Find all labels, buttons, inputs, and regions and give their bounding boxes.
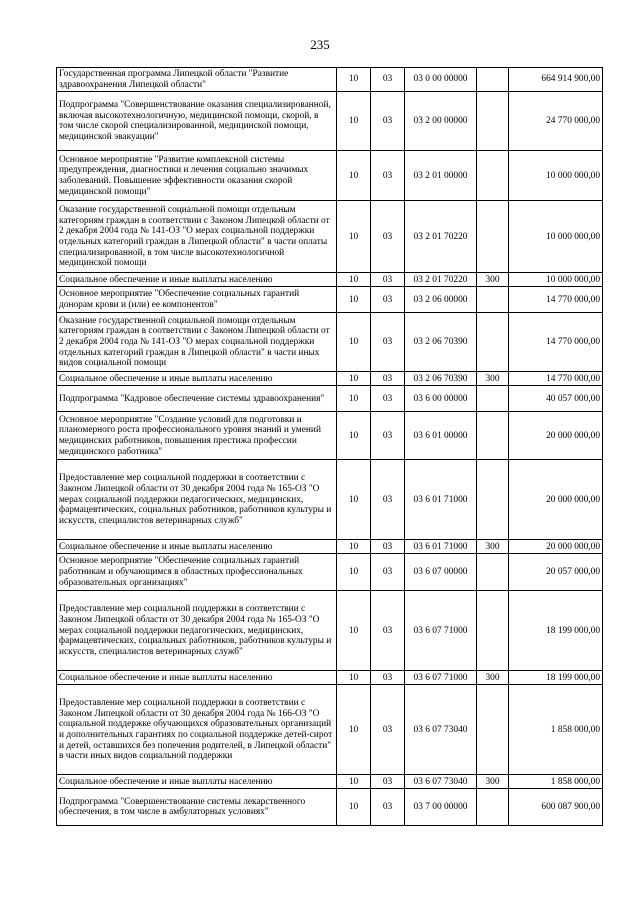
row-expense-type-cell: 300 — [477, 671, 509, 685]
row-target-article-cell: 03 6 07 71000 — [405, 671, 477, 685]
row-amount-cell: 24 770 000,00 — [509, 92, 603, 151]
row-amount-cell: 20 057 000,00 — [509, 554, 603, 591]
row-expense-type-cell — [477, 287, 509, 313]
row-subsection-cell: 03 — [371, 685, 405, 775]
row-target-article-cell: 03 6 01 71000 — [405, 540, 477, 554]
row-amount-cell: 14 770 000,00 — [509, 372, 603, 386]
row-section-cell: 10 — [337, 412, 371, 460]
row-expense-type-cell — [477, 92, 509, 151]
row-amount-cell: 14 770 000,00 — [509, 313, 603, 372]
page-number: 235 — [310, 37, 330, 52]
row-section-cell: 10 — [337, 685, 371, 775]
row-expense-type-cell: 300 — [477, 540, 509, 554]
table-row — [57, 789, 603, 826]
row-subsection-cell: 03 — [371, 386, 405, 412]
row-amount-cell: 10 000 000,00 — [509, 151, 603, 201]
table-row — [57, 554, 603, 591]
row-amount-cell: 1 858 000,00 — [509, 775, 603, 789]
row-section-cell: 10 — [337, 591, 371, 671]
table-row — [57, 287, 603, 313]
row-name-cell: Социальное обеспечение и иные выплаты населению — [57, 775, 337, 789]
row-subsection-cell: 03 — [371, 68, 405, 92]
row-name-cell: Государственная программа Липецкой области "Развитие здравоохранения Липецкой области" — [57, 68, 337, 92]
row-amount-cell: 20 000 000,00 — [509, 412, 603, 460]
table-row — [57, 685, 603, 775]
budget-table-body — [57, 68, 603, 826]
table-row — [57, 591, 603, 671]
table-row — [57, 460, 603, 540]
row-amount-cell: 1 858 000,00 — [509, 685, 603, 775]
row-name-cell: Социальное обеспечение и иные выплаты населению — [57, 540, 337, 554]
row-section-cell: 10 — [337, 540, 371, 554]
row-target-article-cell: 03 2 01 70220 — [405, 201, 477, 273]
row-section-cell: 10 — [337, 460, 371, 540]
table-row — [57, 313, 603, 372]
row-name-cell: Подпрограмма "Совершенствование оказания специализированной, включая высокотехнологичную, медицинской помощи, скорой, в том числе скорой специализированной, медицинской помощи, медицинской эвакуации" — [57, 92, 337, 151]
row-amount-cell: 10 000 000,00 — [509, 201, 603, 273]
row-target-article-cell: 03 7 00 00000 — [405, 789, 477, 826]
row-name-cell: Социальное обеспечение и иные выплаты населению — [57, 273, 337, 287]
row-name-cell: Предоставление мер социальной поддержки в соответствии с Законом Липецкой области от 30 декабря 2004 года № 166-ОЗ "О социальной поддержке обучающихся образовательных организаций и дополнительных гарантиях по социальной поддержке детей-сирот и детей, оставшихся без попечения родителей, в Липецкой области" в части иных видов социальной поддержки — [57, 685, 337, 775]
row-name-cell: Основное мероприятие "Обеспечение социальных гарантий работникам и обучающимся в областных профессиональных образовательных организациях" — [57, 554, 337, 591]
row-section-cell: 10 — [337, 789, 371, 826]
row-section-cell: 10 — [337, 671, 371, 685]
row-amount-cell: 40 057 000,00 — [509, 386, 603, 412]
row-amount-cell: 20 000 000,00 — [509, 540, 603, 554]
row-name-cell: Основное мероприятие "Создание условий для подготовки и планомерного роста профессионального уровня знаний и умений медицинских работников, повышения престижа профессии медицинского работника" — [57, 412, 337, 460]
row-subsection-cell: 03 — [371, 671, 405, 685]
row-subsection-cell: 03 — [371, 789, 405, 826]
row-subsection-cell: 03 — [371, 591, 405, 671]
row-section-cell: 10 — [337, 273, 371, 287]
row-amount-cell: 18 199 000,00 — [509, 671, 603, 685]
table-row — [57, 273, 603, 287]
row-subsection-cell: 03 — [371, 412, 405, 460]
row-section-cell: 10 — [337, 372, 371, 386]
row-subsection-cell: 03 — [371, 460, 405, 540]
row-section-cell: 10 — [337, 554, 371, 591]
row-name-cell: Основное мероприятие "Развитие комплексной системы предупреждения, диагностики и лечения социально значимых заболеваний. Повышение эффективности оказания скорой медицинской помощи" — [57, 151, 337, 201]
row-target-article-cell: 03 6 00 00000 — [405, 386, 477, 412]
row-name-cell: Подпрограмма "Кадровое обеспечение системы здравоохранения" — [57, 386, 337, 412]
row-name-cell: Предоставление мер социальной поддержки в соответствии с Законом Липецкой области от 30 декабря 2004 года № 165-ОЗ "О мерах социальной поддержки педагогических, медицинских, фармацевтических, социальных работников, работников культуры и искусств, специалистов ветеринарных служб" — [57, 460, 337, 540]
table-row — [57, 775, 603, 789]
row-section-cell: 10 — [337, 287, 371, 313]
table-row — [57, 412, 603, 460]
row-section-cell: 10 — [337, 68, 371, 92]
row-name-cell: Подпрограмма "Совершенствование системы лекарственного обеспечения, в том числе в амбулаторных условиях" — [57, 789, 337, 826]
row-target-article-cell: 03 2 01 00000 — [405, 151, 477, 201]
row-section-cell: 10 — [337, 151, 371, 201]
table-row — [57, 540, 603, 554]
row-target-article-cell: 03 2 06 70390 — [405, 372, 477, 386]
row-amount-cell: 14 770 000,00 — [509, 287, 603, 313]
row-expense-type-cell — [477, 460, 509, 540]
row-subsection-cell: 03 — [371, 775, 405, 789]
row-section-cell: 10 — [337, 775, 371, 789]
row-target-article-cell: 03 2 06 70390 — [405, 313, 477, 372]
row-subsection-cell: 03 — [371, 540, 405, 554]
row-expense-type-cell — [477, 68, 509, 92]
table-row — [57, 201, 603, 273]
row-expense-type-cell — [477, 591, 509, 671]
row-expense-type-cell: 300 — [477, 775, 509, 789]
row-amount-cell: 664 914 900,00 — [509, 68, 603, 92]
row-name-cell: Социальное обеспечение и иные выплаты населению — [57, 372, 337, 386]
row-subsection-cell: 03 — [371, 151, 405, 201]
table-row — [57, 92, 603, 151]
row-name-cell: Основное мероприятие "Обеспечение социальных гарантий донорам крови и (или) ее компонентов" — [57, 287, 337, 313]
row-expense-type-cell — [477, 554, 509, 591]
row-amount-cell: 20 000 000,00 — [509, 460, 603, 540]
row-section-cell: 10 — [337, 313, 371, 372]
row-target-article-cell: 03 6 01 00000 — [405, 412, 477, 460]
table-row — [57, 68, 603, 92]
row-target-article-cell: 03 0 00 00000 — [405, 68, 477, 92]
row-expense-type-cell — [477, 313, 509, 372]
row-target-article-cell: 03 2 00 00000 — [405, 92, 477, 151]
row-expense-type-cell — [477, 412, 509, 460]
row-amount-cell: 10 000 000,00 — [509, 273, 603, 287]
row-subsection-cell: 03 — [371, 92, 405, 151]
row-name-cell: Оказание государственной социальной помощи отдельным категориям граждан в соответствии с Законом Липецкой области от 2 декабря 2004 года № 141-ОЗ "О мерах социальной поддержки отдельных категорий граждан в Липецкой области" в части оплаты специализированной, в том числе высокотехнологичной медицинской помощи — [57, 201, 337, 273]
row-expense-type-cell — [477, 386, 509, 412]
row-subsection-cell: 03 — [371, 287, 405, 313]
row-section-cell: 10 — [337, 201, 371, 273]
row-target-article-cell: 03 2 01 70220 — [405, 273, 477, 287]
row-expense-type-cell — [477, 789, 509, 826]
row-subsection-cell: 03 — [371, 201, 405, 273]
row-subsection-cell: 03 — [371, 554, 405, 591]
row-name-cell: Оказание государственной социальной помощи отдельным категориям граждан в соответствии с Законом Липецкой области от 2 декабря 2004 года № 141-ОЗ "О мерах социальной поддержки отдельных категорий граждан в Липецкой области" в части иных видов социальной помощи — [57, 313, 337, 372]
row-amount-cell: 600 087 900,00 — [509, 789, 603, 826]
table-row — [57, 372, 603, 386]
row-target-article-cell: 03 6 07 73040 — [405, 685, 477, 775]
budget-table — [56, 67, 603, 826]
row-subsection-cell: 03 — [371, 372, 405, 386]
row-expense-type-cell — [477, 201, 509, 273]
row-target-article-cell: 03 2 06 00000 — [405, 287, 477, 313]
row-name-cell: Социальное обеспечение и иные выплаты населению — [57, 671, 337, 685]
row-expense-type-cell — [477, 151, 509, 201]
row-name-cell: Предоставление мер социальной поддержки в соответствии с Законом Липецкой области от 30 декабря 2004 года № 165-ОЗ "О мерах социальной поддержки педагогических, медицинских, фармацевтических, социальных работников, работников культуры и искусств, специалистов ветеринарных служб" — [57, 591, 337, 671]
row-expense-type-cell — [477, 685, 509, 775]
table-row — [57, 151, 603, 201]
row-expense-type-cell: 300 — [477, 372, 509, 386]
row-section-cell: 10 — [337, 92, 371, 151]
row-amount-cell: 18 199 000,00 — [509, 591, 603, 671]
row-target-article-cell: 03 6 07 00000 — [405, 554, 477, 591]
row-section-cell: 10 — [337, 386, 371, 412]
row-target-article-cell: 03 6 07 71000 — [405, 591, 477, 671]
table-row — [57, 671, 603, 685]
row-subsection-cell: 03 — [371, 313, 405, 372]
row-target-article-cell: 03 6 07 73040 — [405, 775, 477, 789]
row-expense-type-cell: 300 — [477, 273, 509, 287]
row-subsection-cell: 03 — [371, 273, 405, 287]
row-target-article-cell: 03 6 01 71000 — [405, 460, 477, 540]
table-row — [57, 386, 603, 412]
